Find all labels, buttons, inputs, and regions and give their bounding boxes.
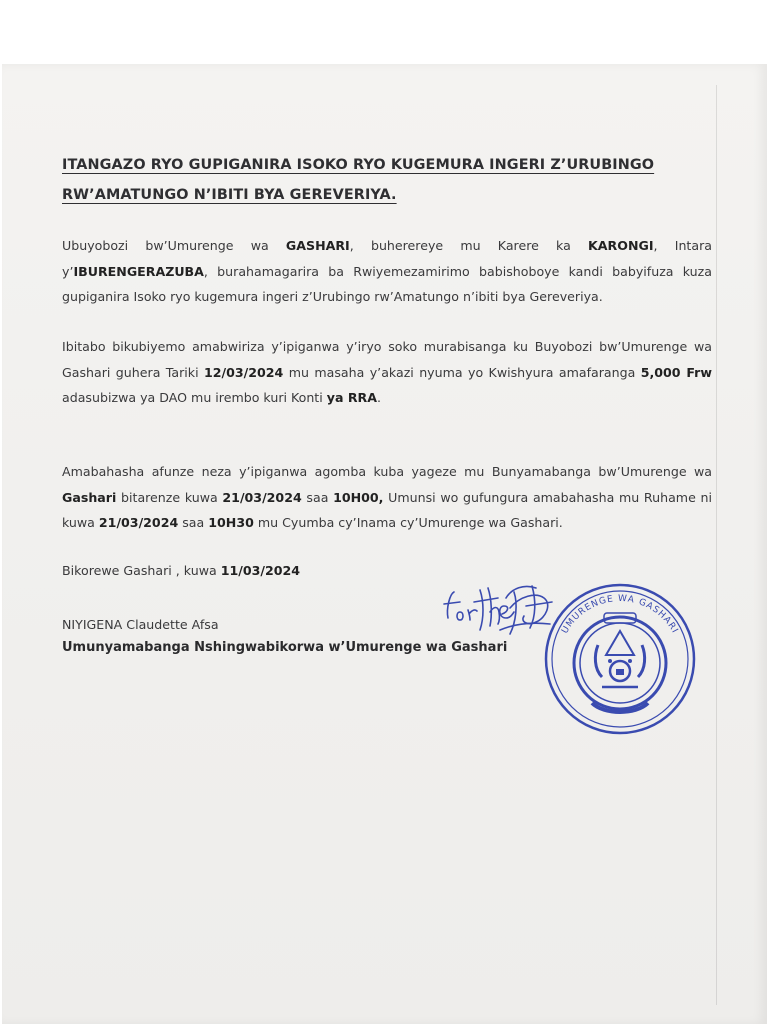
paragraph-deadline [62, 459, 712, 536]
bold-run: Gashari [62, 489, 117, 505]
paragraph-documents [62, 334, 712, 411]
text-run: Ibitabo bikubiyemo amabwiriza y’ipiganwa y’iryo soko murabisanga ku Buyobozi bw’Umurenge wa Gashari guhera Tariki [62, 339, 712, 380]
text-run: mu masaha y’akazi nyuma yo Kwishyura amafaranga [283, 364, 641, 380]
bold-run: 21/03/2024 [222, 489, 302, 505]
bold-run: 12/03/2024 [204, 364, 284, 380]
bold-run: 11/03/2024 [220, 563, 301, 578]
notice-title: ITANGAZO RYO GUPIGANIRA ISOKO RYO KUGEMURA INGERI Z’URUBINGO RW’AMATUNGO N’IBITI BYA GEREVERIYA. [62, 157, 655, 203]
paper-fold-line [716, 85, 717, 1005]
official-stamp [540, 575, 700, 739]
text-run: . [377, 390, 382, 405]
bold-run: IBURENGERAZUBA [73, 263, 204, 279]
text-run: saa [178, 515, 209, 530]
text-run: Bikorewe Gashari , kuwa [62, 563, 221, 578]
stamp-text: UMURENGE WA GASHARI [560, 593, 680, 636]
text-run: , Intara y’ [62, 238, 712, 279]
text-run: saa [301, 489, 334, 505]
text-run: mu Cyumba cy’Inama cy’Umurenge wa Gashari. [253, 515, 563, 530]
bold-run: 21/03/2024 [98, 515, 179, 530]
text-run: bitarenze kuwa [116, 489, 223, 505]
text-run: Umunsi wo gufungura amabahasha mu Ruhame ni kuwa [62, 489, 712, 530]
bold-run: ya RRA [326, 390, 377, 405]
text-run: adasubizwa ya DAO mu irembo kuri Konti [62, 390, 327, 405]
text-run: , buherereye mu Karere ka [349, 238, 589, 253]
signer-name: NIYIGENA Claudette Afsa [62, 617, 219, 632]
bold-run: GASHARI [285, 238, 350, 253]
bold-run: 10H00, [333, 489, 384, 505]
text-run: , burahamagarira ba Rwiyemezamirimo babishoboye kandi babyifuza kuza gupiganira Isoko ryo kugemura ingeri z’Urubingo rw’Amatungo n’ibiti bya Gereveriya. [62, 263, 712, 304]
bold-run: 10H30 [208, 515, 254, 530]
text-run: Amabahasha afunze neza y’ipiganwa agomba kuba yageze mu Bunyamabanga bw’Umurenge wa [62, 464, 712, 479]
bold-run: KARONGI [588, 238, 654, 253]
signer-title: Umunyamabanga Nshingwabikorwa w’Umurenge wa Gashari [62, 640, 508, 655]
text-run: Ubuyobozi bw’Umurenge wa [62, 238, 286, 253]
paragraph-invitation [62, 233, 712, 310]
bold-run: 5,000 Frw [640, 364, 712, 380]
